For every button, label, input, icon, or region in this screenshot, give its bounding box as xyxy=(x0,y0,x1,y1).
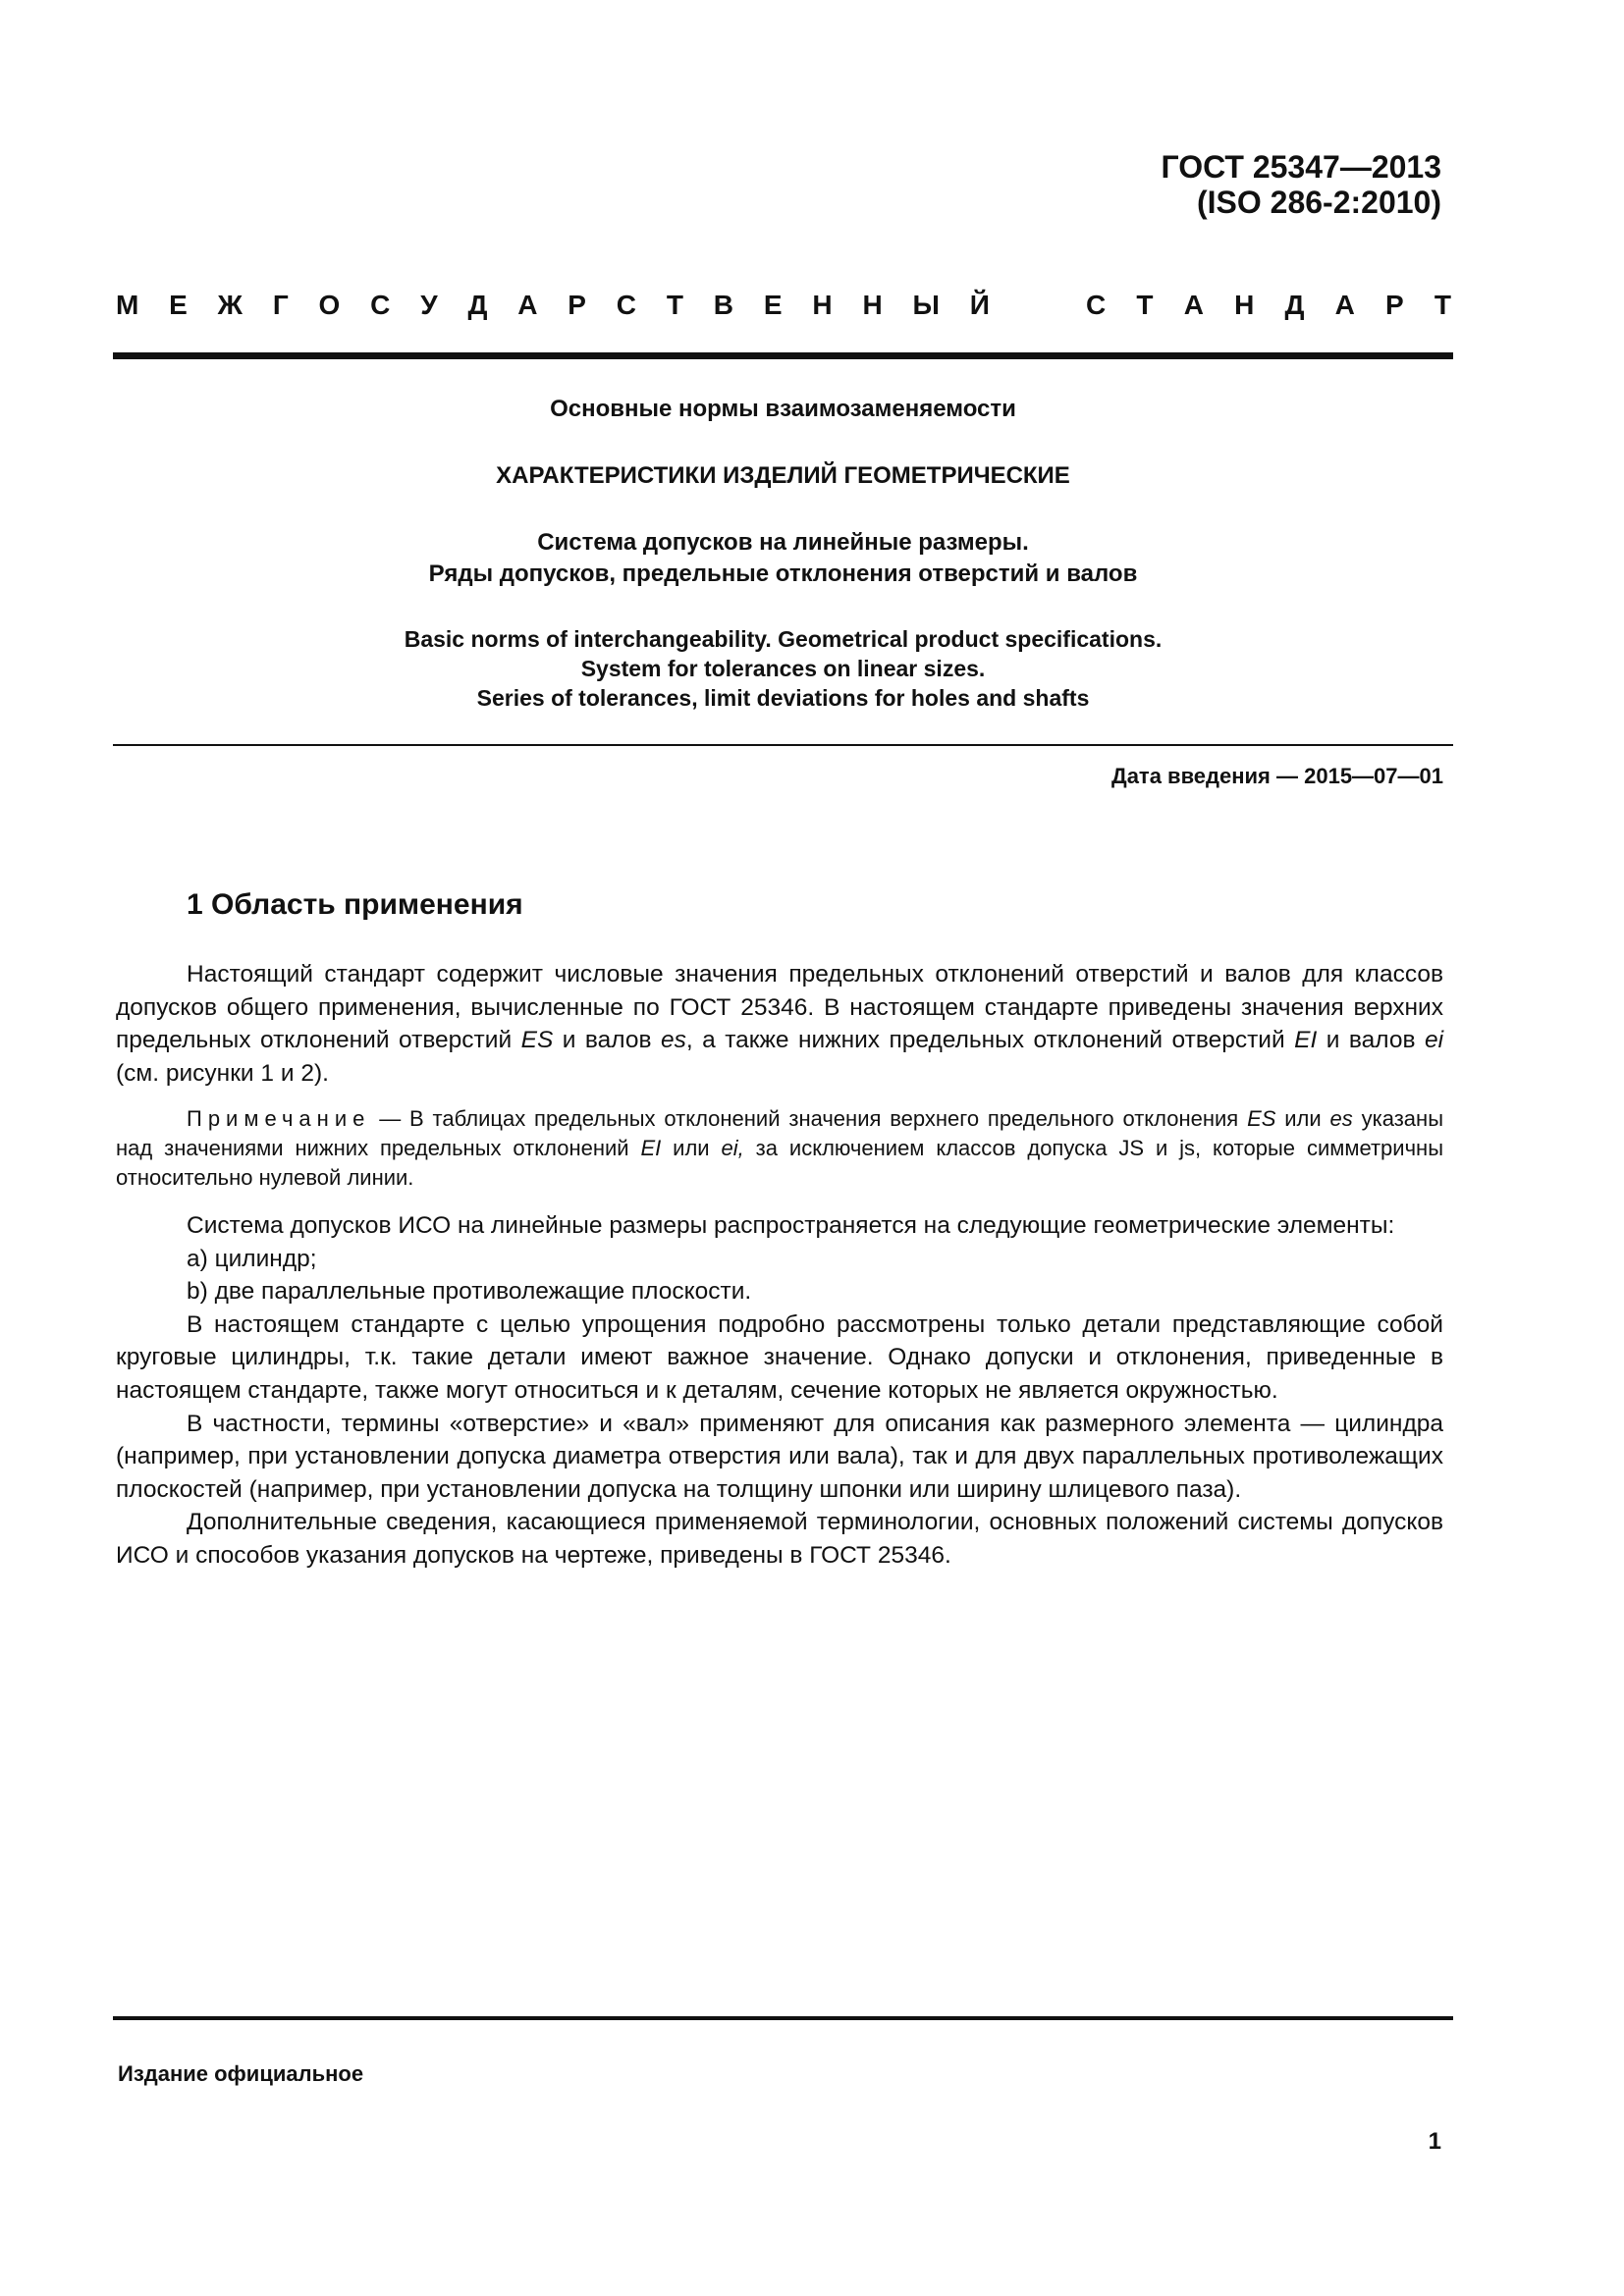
paragraph-scope-1 xyxy=(116,958,1443,1090)
banner-letter: Д xyxy=(1284,290,1305,320)
note-label: Примечание xyxy=(187,1106,371,1131)
title-english xyxy=(113,624,1453,713)
page-number: 1 xyxy=(1428,2128,1441,2155)
text-run: и валов xyxy=(553,1027,661,1054)
scope-body xyxy=(116,1209,1443,1573)
banner-letter: Ы xyxy=(912,290,940,320)
banner-letter: Е xyxy=(169,290,188,320)
banner-letter: Й xyxy=(969,290,990,320)
paragraph-scope-2: Система допусков ИСО на линейные размеры распространяется на следующие геометрические элементы: xyxy=(187,1212,1395,1239)
banner-letter: Р xyxy=(1385,290,1404,320)
banner-letter: Р xyxy=(568,290,586,320)
note-block xyxy=(116,1104,1443,1193)
symbol-ei-hole: EI xyxy=(1294,1027,1318,1054)
banner-letter: Т xyxy=(1434,290,1451,320)
banner-letter: Д xyxy=(467,290,488,320)
banner-letter: А xyxy=(1334,290,1355,320)
title-norms: Основные нормы взаимозаменяемости xyxy=(550,396,1016,422)
banner-letter: Н xyxy=(1234,290,1255,320)
paragraph-scope-3: В настоящем стандарте с целью упрощения подробно рассмотрены только детали представляющие собой круговые цилиндры, т.к. такие детали имеют важное значение. Однако допуски и отклонения, приведенные в настоящем стандарте, также могут относиться и к деталям, сечение которых не является окружностью. xyxy=(116,1310,1443,1404)
symbol-es-hole: ES xyxy=(520,1027,554,1054)
text-run: (см. рисунки 1 и 2). xyxy=(116,1059,329,1087)
banner-letter: Г xyxy=(272,290,289,320)
footer-divider xyxy=(113,2016,1453,2020)
interstate-standard-banner xyxy=(116,288,1451,323)
title-system-line2: Ряды допусков, предельные отклонения отверстий и валов xyxy=(428,561,1138,587)
official-edition-label: Издание официальное xyxy=(118,2061,364,2086)
title-characteristics: ХАРАКТЕРИСТИКИ ИЗДЕЛИЙ ГЕОМЕТРИЧЕСКИЕ xyxy=(496,462,1070,489)
symbol-es-shaft: es xyxy=(1329,1106,1353,1131)
text-run: или xyxy=(1275,1106,1330,1131)
banner-letter: Н xyxy=(812,290,833,320)
text-run: — В таблицах предельных отклонений значения верхнего предельного отклонения xyxy=(370,1106,1248,1131)
introduction-date: Дата введения — 2015—07—01 xyxy=(1111,764,1443,788)
banner-word-interstate xyxy=(116,288,990,323)
banner-letter: С xyxy=(1086,290,1107,320)
title-divider xyxy=(113,744,1453,746)
title-system-line1: Система допусков на линейные размеры. xyxy=(537,529,1029,556)
banner-letter: Т xyxy=(1136,290,1154,320)
text-run: Настоящий стандарт содержит числовые значения предельных отклонений отверстий и валов для классов допусков общего применения, вычисленные по ГОСТ 25346. В настоящем стандарте приведены значения верхних предельных отклонений отверстий xyxy=(116,961,1443,1054)
symbol-es-shaft: es xyxy=(660,1027,686,1054)
banner-letter: Н xyxy=(862,290,883,320)
banner-word-standard xyxy=(1086,288,1451,323)
banner-letter: У xyxy=(420,290,438,320)
symbol-ei-shaft: ei xyxy=(1424,1027,1444,1054)
banner-letter: А xyxy=(517,290,538,320)
title-english-line3: Series of tolerances, limit deviations for holes and shafts xyxy=(476,685,1090,711)
list-item-b: b) две параллельные противолежащие плоскости. xyxy=(187,1278,752,1306)
text-run: указаны над значениями нижних предельных отклонений xyxy=(116,1106,1444,1160)
banner-letter: Ж xyxy=(217,290,243,320)
text-run: за исключением классов допуска JS и js, которые симметричны относительно нулевой линии. xyxy=(116,1136,1444,1190)
title-english-line1: Basic norms of interchangeability. Geometrical product specifications. xyxy=(404,626,1163,652)
text-run: , а также нижних предельных отклонений отверстий xyxy=(685,1027,1295,1054)
paragraph-scope-5: Дополнительные сведения, касающиеся применяемой терминологии, основных положений системы допусков ИСО и способов указания допусков на чертеже, приведены в ГОСТ 25346. xyxy=(116,1509,1443,1569)
banner-letter: Е xyxy=(763,290,783,320)
title-english-line2: System for tolerances on linear sizes. xyxy=(580,656,986,681)
symbol-ei-hole: EI xyxy=(640,1136,662,1160)
header-divider-thick xyxy=(113,352,1453,359)
symbol-es-hole: ES xyxy=(1247,1106,1276,1131)
section-heading-scope: 1 Область применения xyxy=(187,888,523,921)
list-item-a: a) цилиндр; xyxy=(187,1245,317,1272)
text-run: и валов xyxy=(1317,1027,1425,1054)
iso-number: (ISO 286-2:2010) xyxy=(1196,185,1441,220)
text-run: или xyxy=(661,1136,722,1160)
paragraph-scope-4: В частности, термины «отверстие» и «вал» применяют для описания как размерного элемента — цилиндра (например, при установлении допуска диаметра отверстия или вала), так и для двух параллельных противолежащих плоскостей (например, при установлении допуска на толщину шпонки или ширину шлицевого паза). xyxy=(116,1410,1443,1503)
document-identifier xyxy=(1161,149,1441,220)
banner-letter: О xyxy=(318,290,341,320)
banner-letter: В xyxy=(713,290,734,320)
title-system xyxy=(113,527,1453,590)
symbol-ei-shaft: ei, xyxy=(721,1136,744,1160)
banner-letter: С xyxy=(370,290,391,320)
banner-letter: М xyxy=(116,290,139,320)
banner-letter: С xyxy=(616,290,637,320)
banner-letter: Т xyxy=(666,290,683,320)
banner-letter: А xyxy=(1183,290,1204,320)
gost-number: ГОСТ 25347—2013 xyxy=(1161,149,1441,185)
